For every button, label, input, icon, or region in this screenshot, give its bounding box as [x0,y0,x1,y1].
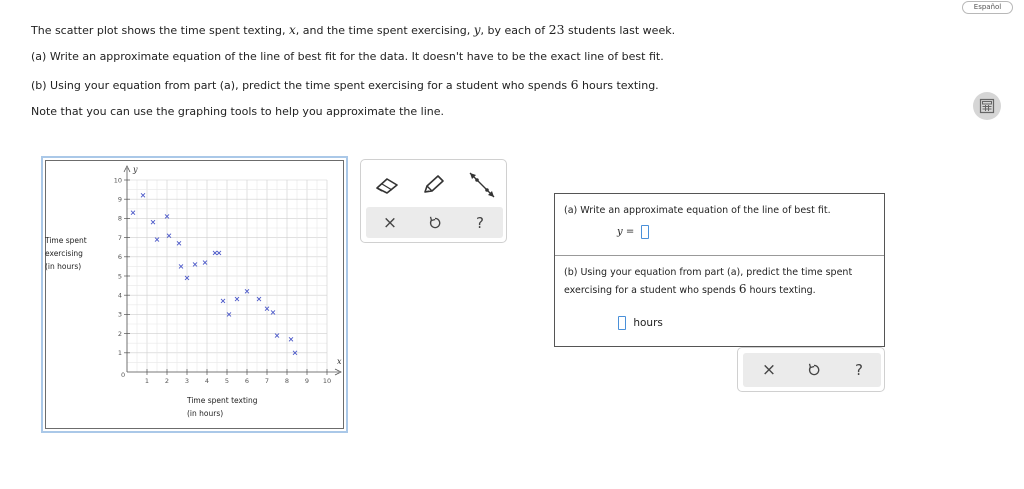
eraser-tool[interactable] [371,170,403,200]
x-tick-label: 10 [322,377,332,385]
data-point [221,299,225,303]
clear-graph-button[interactable] [376,209,404,236]
x-tick-label: 1 [144,377,150,385]
undo-graph-button[interactable] [421,209,449,236]
y-axis-label-line2: exercising [45,249,83,258]
data-point [167,234,171,238]
data-point [141,193,145,197]
calculator-button[interactable] [973,92,1001,120]
hours-row [618,316,663,330]
calculator-icon [979,98,995,114]
y-axis-label-line1: Time spent [45,236,87,245]
pencil-icon [421,174,445,196]
y-tick-label: 5 [117,272,122,281]
tick-labels [114,176,331,385]
question-part-b: (b) Using your equation from part (a), predict the time spent exercising for a student who spends 6 hours texting. [31,77,659,92]
y-tick-label: 9 [117,195,122,204]
x-tick-label: 4 [204,377,210,385]
data-point [131,211,135,215]
answer-part-b-line1: (b) Using your equation from part (a), predict the time spent [564,267,853,278]
origin-label: 0 [121,371,126,379]
undo-icon [807,363,821,377]
x-tick-label: 9 [304,377,310,385]
x-tick-label: 2 [164,377,170,385]
question-part-a: (a) Write an approximate equation of the line of best fit for the data. It doesn't have to be the exact line of best fit. [31,50,664,63]
help-icon: ? [476,213,484,232]
data-point [193,262,197,266]
y-tick-label: 8 [117,214,122,223]
equation-input[interactable] [641,225,649,239]
answer-box [554,193,885,347]
x-tick-label: 3 [184,377,190,385]
undo-answer-button[interactable] [800,356,828,384]
y-tick-label: 6 [117,253,122,262]
help-graph-button[interactable] [466,209,494,236]
data-point [289,337,293,341]
answer-part-b-line2: exercising for a student who spends 6 hours texting. [564,282,816,296]
close-icon: × [761,360,777,380]
y-tick-label: 3 [117,310,122,319]
data-point [203,261,207,265]
x-tick-label: 8 [284,377,290,385]
language-toggle-button[interactable]: Español [962,1,1013,14]
answer-divider [555,255,884,256]
data-point [177,241,181,245]
y-axis-label-line3: (in hours) [45,262,82,271]
data-point [151,220,155,224]
plot-grid [127,180,327,372]
undo-icon [428,216,442,230]
plot-axes [124,166,341,375]
answer-toolbar [737,347,885,392]
equation-row [617,225,649,239]
line-tool-icon [467,170,497,200]
graph-toolbar [360,159,507,243]
data-point [257,297,261,301]
y-tick-label: 4 [117,291,122,300]
answer-part-a-label: (a) Write an approximate equation of the line of best fit. [564,205,831,216]
close-icon: × [382,212,398,233]
equation-lhs: y = [617,226,635,238]
x-tick-label: 6 [244,377,250,385]
x-axis-variable: x [337,357,342,366]
x-tick-label: 7 [264,377,270,385]
clear-answer-button[interactable] [755,356,783,384]
data-point [217,251,221,255]
y-tick-label: 7 [117,233,122,242]
y-tick-label: 1 [117,349,122,358]
help-answer-button[interactable] [845,356,873,384]
eraser-icon [374,175,400,195]
line-tool[interactable] [465,168,499,202]
y-tick-label: 2 [117,329,122,338]
scatter-plot[interactable] [41,156,348,433]
y-tick-label: 10 [113,176,122,185]
hours-input[interactable] [618,316,626,330]
pencil-tool[interactable] [417,170,449,200]
data-points [131,193,297,354]
hours-unit: hours [633,317,663,329]
data-point [213,251,217,255]
data-point [271,310,275,314]
y-axis-variable: y [133,165,138,174]
x-axis-label-line2: (in hours) [187,409,224,418]
question-note: Note that you can use the graphing tools to help you approximate the line. [31,105,445,118]
x-tick-label: 5 [224,377,230,385]
question-intro: The scatter plot shows the time spent texting, x, and the time spent exercising, y, by each of 23 students last week. [31,22,676,37]
x-axis-label-line1: Time spent texting [187,396,258,405]
help-icon: ? [855,361,863,379]
